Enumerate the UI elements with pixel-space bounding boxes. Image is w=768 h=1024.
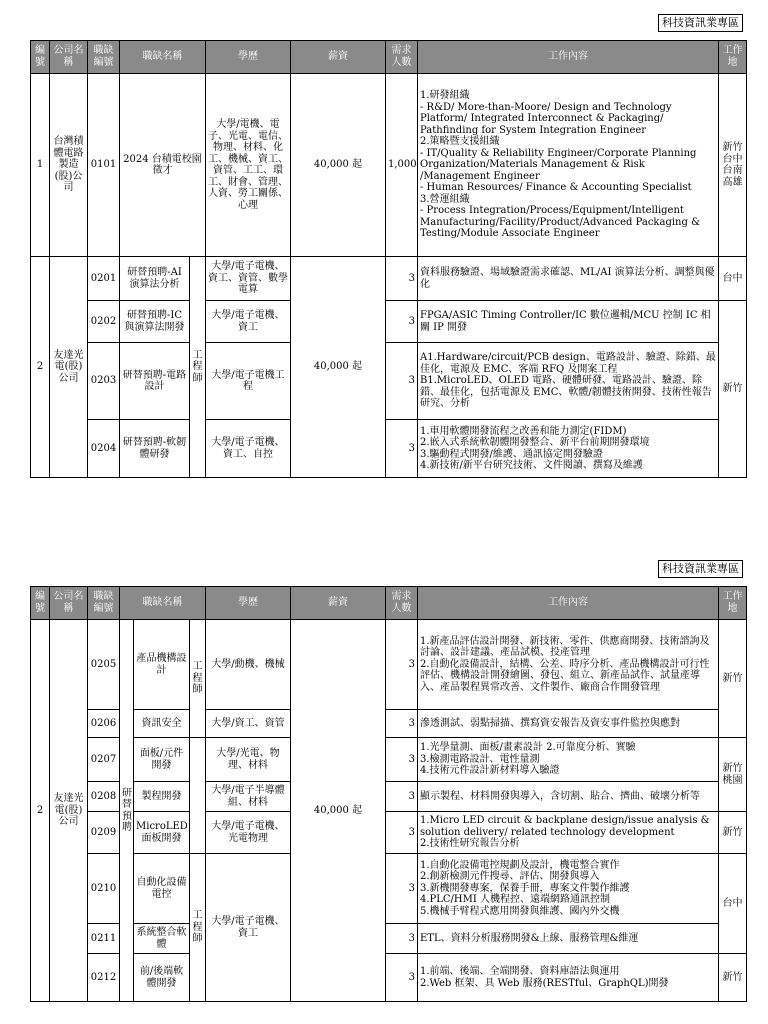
job-content: 滲透測試、弱點掃描、撰寫資安報告及資安事件監控與應對 [418,710,719,738]
company-name: 友達光電(股)公司 [50,257,88,478]
job-content: 1.Micro LED circuit & backplane design/issue analysis & solution delivery/ related technology development 2.技術性研究報告分析 [418,812,719,854]
table-row [31,257,747,301]
job-code: 0211 [88,924,120,954]
job-code: 0206 [88,710,120,738]
education: 大學/電子電機、資工 [206,301,291,343]
headcount: 3 [386,620,418,710]
job-content: 1.車用軟體開發流程之改善和能力測定(FIDM) 2.嵌入式系統軟韌體開發整合、新平台前期開發環境 3.驅動程式開發/維護、通訊協定開發驗證 4.新技術/新平台研究技術、文件閱讀、撰寫及維護 [418,420,719,478]
table-row [31,420,747,478]
header-headcount: 需求人數 [386,41,418,74]
job-content: ETL、資料分析服務開發&上線、服務管理&維運 [418,924,719,954]
job-code: 0202 [88,301,120,343]
job-code: 0209 [88,812,120,854]
job-code: 0212 [88,954,120,1002]
location: 新竹台中台南高雄 [719,74,747,257]
education: 大學/電子電機工程 [206,343,291,420]
education: 大學/資工、資管 [206,710,291,738]
job-code: 0201 [88,257,120,301]
header-salary: 薪資 [291,587,386,620]
job-group: 工程師 [190,854,206,1002]
table-row [31,854,747,924]
job-code: 0208 [88,782,120,812]
job-name: 2024 台積電校園徵才 [120,74,206,257]
table-row [31,738,747,782]
table-row [31,782,747,812]
job-name: 系統整合軟體 [134,924,190,954]
header-no: 編號 [31,587,50,620]
row-no: 1 [31,74,50,257]
header-row [31,41,747,74]
section-tag: 科技資訊業專區 [658,560,743,578]
education: 大學/動機、機械 [206,620,291,710]
header-content: 工作內容 [418,587,719,620]
section-tag: 科技資訊業專區 [658,14,743,32]
header-job-name: 職缺名稱 [120,41,206,74]
table-row [31,301,747,343]
job-category: 研替預聘 [120,620,134,1002]
job-name: 前/後端軟體開發 [134,954,190,1002]
table-row [31,924,747,954]
company-name: 友達光電(股)公司 [50,620,88,1002]
location: 新竹桃園 [719,738,747,812]
job-content: 1.研發組織 - R&D/ More-than-Moore/ Design and Technology Platform/ Integrated Interconnect & Packaging/ Pathfinding for System Integration Engineer 2.策略暨支援組織 - IT/Quality & Reliability Engineer/Corporate Planning Organization/Materials Management & Risk /Management Engineer - Human Resources/ Finance & Accounting Specialist 3.營運組織 - Process Integration/Process/Equipment/Intelligent Manufacturing/Facility/Product/Advanced Packaging & Testing/Module Associate Engineer [418,74,719,257]
header-education: 學歷 [206,41,291,74]
header-company: 公司名稱 [50,41,88,74]
job-name: 製程開發 [134,782,190,812]
job-table-2 [30,586,747,1002]
location: 新竹 [719,954,747,1002]
job-code: 0203 [88,343,120,420]
job-code: 0207 [88,738,120,782]
job-content: 1.新產品評估設計開發、新技術、零件、供應商開發、技術諮詢及討論、設計建議、產品試模、投產管理 2.自動化設備設計，結構、公差、時序分析、產品機構設計可行性評估、機構設計開發繪圖、發包、組立、新產品試作、試量產導入、產品製程異常改善、文件製作、廠商合作開發管理 [418,620,719,710]
table-row [31,710,747,738]
job-content: FPGA/ASIC Timing Controller/IC 數位邏輯/MCU 控制 IC 相關 IP 開發 [418,301,719,343]
location: 台中 [719,257,747,301]
headcount: 3 [386,257,418,301]
job-table-1 [30,40,747,478]
header-job-code: 職缺編號 [88,587,120,620]
table-row [31,74,747,257]
headcount: 3 [386,738,418,782]
job-content: 1.光學量測、面板/畫素設計 2.可靠度分析、實驗 3.檢測電路設計、電性量測 4.技術元件設計新材料導入驗證 [418,738,719,782]
education: 大學/光電、物理、材料 [206,738,291,782]
job-code: 0101 [88,74,120,257]
header-job-name: 職缺名稱 [120,587,206,620]
job-content: A1.Hardware/circuit/PCB design、電路設計、驗證、除錯、最佳化，電源及 EMC、客端 RFQ 及開案工程 B1.MicroLED、OLED 電路、硬體研發、電路設計、驗證、除錯、最佳化，包括電源及 EMC、軟體/韌體技術開發、技術性報告研究、分析 [418,343,719,420]
job-group: 工程師 [190,620,206,738]
location: 新竹 [719,301,747,478]
header-location: 工作地 [719,587,747,620]
table-row [31,343,747,420]
header-row [31,587,747,620]
job-name: 資訊安全 [134,710,190,738]
salary: 40,000 起 [291,74,386,257]
header-location: 工作地 [719,41,747,74]
headcount: 3 [386,343,418,420]
headcount: 3 [386,710,418,738]
education: 大學/電子電機、資工、資管、數學電算 [206,257,291,301]
job-name: 研替預聘-AI 演算法分析 [120,257,190,301]
job-code: 0204 [88,420,120,478]
job-name: 研替預聘-軟韌體研發 [120,420,190,478]
education: 大學/電子電機、資工、自控 [206,420,291,478]
header-education: 學歷 [206,587,291,620]
headcount: 3 [386,782,418,812]
table-row [31,812,747,854]
headcount: 3 [386,301,418,343]
education: 大學/電子電機、資工 [206,854,291,1002]
headcount: 3 [386,812,418,854]
header-headcount: 需求人數 [386,587,418,620]
job-name: MicroLED面板開發 [134,812,190,854]
headcount: 3 [386,924,418,954]
education: 大學/電子半導體組、材料 [206,782,291,812]
job-content: 顯示製程、材料開發與導入，含切割、貼合、擠曲、破壞分析等 [418,782,719,812]
job-group-blank [190,738,206,854]
header-salary: 薪資 [291,41,386,74]
job-content: 1.自動化設備電控規劃及設計，機電整合實作 2.創新檢測元件搜尋、評估、開發與導入 3.新機開發專案，保養手冊，專案文件製作維護 4.PLC/HMI 人機程控、遠端網路通訊控制 5.機械手臂程式應用開發與維護、國內外交機 [418,854,719,924]
salary: 40,000 起 [291,620,386,1002]
row-no: 2 [31,620,50,1002]
header-job-code: 職缺編號 [88,41,120,74]
job-code: 0210 [88,854,120,924]
table-row [31,620,747,710]
education: 大學/電機、電子、光電、電信、物理、材料、化工、機械、資工、資管、工工、環工、財會、管理、人資、勞工關係、心理 [206,74,291,257]
job-name: 研替預聘-電路設計 [120,343,190,420]
job-name: 自動化設備電控 [134,854,190,924]
headcount: 3 [386,420,418,478]
job-name: 研替預聘-IC 與演算法開發 [120,301,190,343]
header-company: 公司名稱 [50,587,88,620]
headcount: 3 [386,854,418,924]
location: 台中 [719,854,747,954]
job-name: 面板/元件開發 [134,738,190,782]
salary: 40,000 起 [291,257,386,478]
company-name: 台灣積體電路製造(股)公司 [50,74,88,257]
headcount: 3 [386,954,418,1002]
location: 新竹 [719,812,747,854]
table-row [31,954,747,1002]
header-no: 編號 [31,41,50,74]
location: 新竹 [719,620,747,738]
job-content: 資料服務驗證、場域驗證需求確認、ML/AI 演算法分析、調整與優化 [418,257,719,301]
job-group: 工程師 [190,257,206,478]
job-name: 產品機構設計 [134,620,190,710]
education: 大學/電子電機、光電物理 [206,812,291,854]
header-content: 工作內容 [418,41,719,74]
headcount: 1,000 [386,74,418,257]
row-no: 2 [31,257,50,478]
job-code: 0205 [88,620,120,710]
job-content: 1.前端、後端、全端開發、資料庫語法與運用 2.Web 框架、具 Web 服務(RESTful、GraphQL)開發 [418,954,719,1002]
